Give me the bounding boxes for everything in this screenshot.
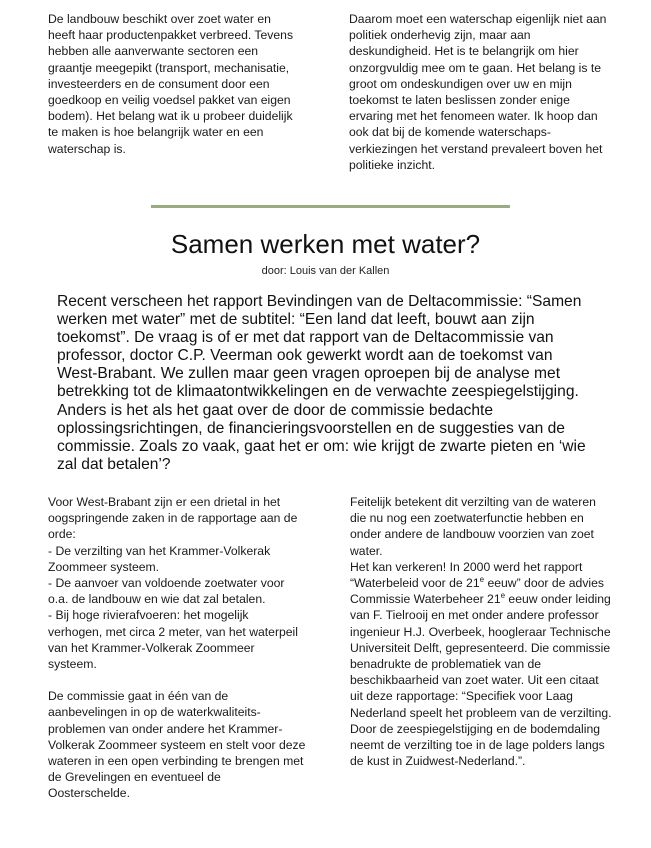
article-byline: door: Louis van der Kallen xyxy=(261,265,390,277)
section-divider xyxy=(151,205,510,208)
bottom-right-column xyxy=(350,494,612,769)
closing-paragraph: De commissie gaat in één van de aanbevelingen in op de waterkwaliteits-problemen van onder andere het Krammer-Volkerak Zoommeer systeem en stelt voor deze wateren in een open verbinding te brengen met de Grevelingen en eventueel de Oosterschelde. xyxy=(48,689,306,801)
list-item: - De aanvoer van voldoende zoetwater voor o.a. de landbouw en wie dat zal betalen. xyxy=(48,576,285,607)
paragraph-gap xyxy=(48,672,306,688)
top-right-paragraph: Daarom moet een waterschap eigenlijk niet aan politiek onderhevig zijn, maar aan deskundigheid. Het is te belangrijk om hier onzorgvuldig mee om te gaan. Het belang is te groot om ondeskundigen over uw en mijn toekomst te laten beslissen zonder enige ervaring met het fenomeen water. Ik hoop dan ook dat bij de komende waterschaps-verkiezingen het verstand prevaleert boven het politieke inzicht. xyxy=(349,12,607,172)
right-paragraph-1: Feitelijk betekent dit verzilting van de wateren die nu nog een zoetwaterfunctie hebben en onder andere de landbouw voorzien van zoet water. xyxy=(350,495,596,558)
superscript-e: e xyxy=(500,591,506,601)
p2-text-c: eeuw onder leiding van F. Tielrooij en met onder andere professor ingenieur H.J. Overbeek, hoogleraar Technische Universiteit Delft, gepresenteerd. Die commissie benadrukte de problematiek van de beschikbaarheid van zoet water. Uit een citaat uit deze rapportage: “Specifiek voor Laag Nederland speelt het probleem van de verzilting. Door de zeespiegelstijging en de bodemdaling neemt de verzilting toe in de lage polders langs de kust in Zuidwest-Nederland.”. xyxy=(350,592,612,769)
list-item: - De verzilting van het Krammer-Volkerak Zoommeer systeem. xyxy=(48,543,271,574)
superscript-e: e xyxy=(479,574,485,584)
article-title: Samen werken met water? xyxy=(170,229,481,259)
article-lead: Recent verscheen het rapport Bevindingen van de Deltacommissie: “Samen werken met water” met de subtitel: “Een land dat leeft, bouwt aan zijn toekomst”. De vraag is of er met dat rapport van de Deltacommissie van professor, doctor C.P. Veerman ook gewerkt wordt aan de toekomst van West-Brabant. We zullen maar geen vragen oproepen bij de analyse met betrekking tot de klimaatontwikkelingen en de verwachte zeespiegelstijging. Anders is het als het gaat over de door de commissie bedachte oplossingsrichtingen, de financieringsvoorstellen en de suggesties van de commissie. Zoals zo vaak, gaat het er om: wie krijgt de zwarte pieten en ‘wie zal dat betalen’? xyxy=(57,293,586,473)
p2-text-b: eeuw” door de advies Commissie Waterbeheer 21 xyxy=(350,576,604,607)
p2-text-a: Het kan verkeren! In 2000 werd het rapport “Waterbeleid voor de 21 xyxy=(350,559,583,591)
top-right-column xyxy=(349,11,611,173)
list-item: - Bij hoge rivierafvoeren: het mogelijk verhogen, met circa 2 meter, van het waterpeil van het Krammer-Volkerak Zoommeer systeem. xyxy=(48,608,298,672)
right-paragraph-2 xyxy=(350,559,612,770)
top-left-paragraph: De landbouw beschikt over zoet water en heeft haar productenpakket verbreed. Tevens hebben alle aanverwante sectoren een graantje meegepikt (transport, mechanisatie, investeerders en de consument door een goedkoop en veilig voedsel pakket van eigen bodem). Het belang wat ik u probeer duidelijk te maken is hoe belangrijk water en een waterschap is. xyxy=(48,12,294,156)
top-left-column xyxy=(48,11,298,157)
bottom-left-column xyxy=(48,494,306,802)
intro-paragraph: Voor West-Brabant zijn er een drietal in het oogspringende zaken in de rapportage aan de orde: xyxy=(48,495,298,542)
